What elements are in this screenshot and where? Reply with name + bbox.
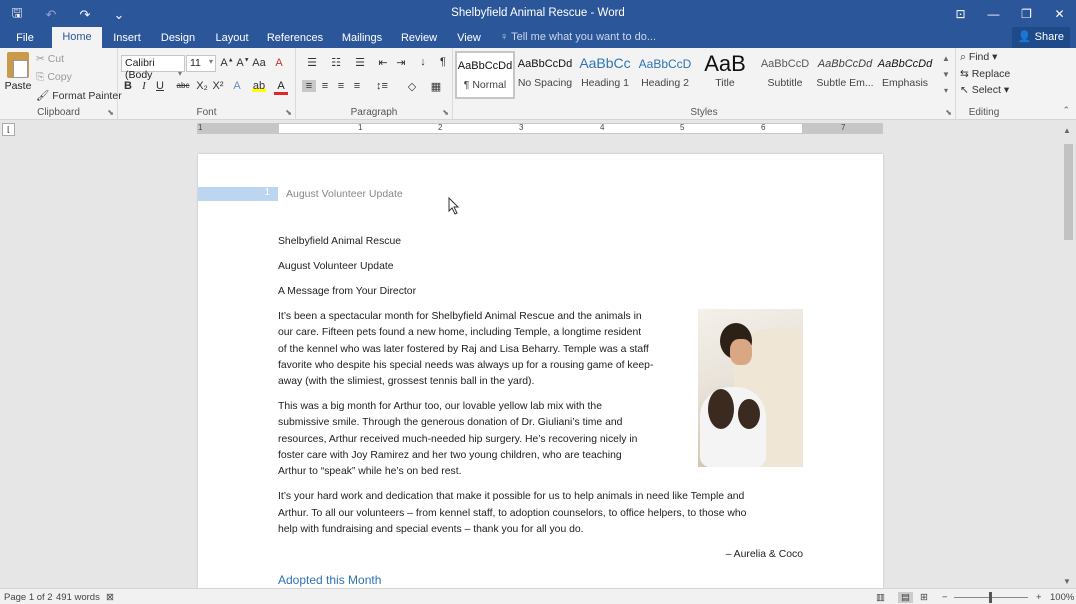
clear-formatting-icon[interactable]: A — [275, 57, 283, 69]
horizontal-ruler[interactable] — [197, 123, 883, 134]
window-controls — [944, 0, 1076, 27]
select-button[interactable]: ↖ Select ▾ — [960, 84, 1010, 96]
zoom-level[interactable]: 100% — [1050, 592, 1075, 603]
font-launcher-icon[interactable]: ⬊ — [285, 108, 292, 117]
ribbon — [0, 48, 1076, 120]
highlight-icon[interactable]: ab — [252, 80, 266, 92]
tell-me-box[interactable] — [500, 31, 656, 43]
style-name: ¶ Normal — [463, 79, 507, 91]
editing-group — [956, 48, 1012, 120]
text-effects-icon[interactable]: A — [233, 80, 241, 92]
style-name: Emphasis — [881, 77, 929, 89]
tab-home[interactable]: Home — [52, 27, 102, 48]
chevron-up-icon[interactable]: ▲ — [942, 54, 950, 63]
para1-line[interactable]: our care. Fifteen pets found a new home, including Temple, a longtime resident — [278, 327, 642, 338]
style-sample: AaBbCcD — [760, 58, 810, 70]
tab-insert[interactable]: Insert — [113, 32, 141, 44]
ruler-number: 1 — [358, 123, 363, 132]
find-label: Find — [968, 51, 990, 63]
ruler-number: 4 — [600, 123, 605, 132]
find-button[interactable]: ⌕ Find ▾ — [960, 51, 998, 63]
format-painter-button[interactable] — [36, 89, 122, 102]
style-heading-2[interactable] — [635, 51, 695, 99]
para3-line[interactable]: It’s your hard work and dedication that make it possible for us to help animals in need like Temple and — [278, 491, 745, 502]
grow-font-icon[interactable]: A▲ — [220, 57, 234, 69]
select-label: Select — [971, 84, 1001, 96]
ruler-number: 7 — [841, 123, 846, 132]
replace-button[interactable] — [960, 68, 1010, 80]
style-sample: AaBbCc — [579, 55, 631, 71]
adopted-heading[interactable]: Adopted this Month — [278, 573, 382, 587]
left-margin-zone — [198, 124, 279, 133]
copy-label: Copy — [47, 71, 72, 83]
strikethrough-button[interactable]: abc — [176, 81, 190, 90]
style-name: Title — [715, 77, 735, 89]
decrease-indent-icon[interactable]: ⇤ — [378, 57, 388, 69]
share-label: Share — [1034, 31, 1064, 43]
style-name: No Spacing — [517, 77, 573, 89]
read-mode-icon[interactable]: ▥ — [876, 592, 885, 603]
multilevel-list-icon[interactable]: ☰ — [355, 57, 365, 69]
change-case-icon[interactable]: Aa — [252, 57, 266, 69]
style-sample: AaBbCcDd — [817, 58, 873, 70]
paste-icon — [7, 52, 29, 78]
format-painter-label: Format Painter — [52, 90, 122, 102]
photo-dog-spot — [738, 399, 760, 429]
cut-button[interactable] — [36, 53, 64, 65]
customize-qat-icon[interactable]: ⌄ — [113, 7, 125, 22]
chevron-down-icon: ▾ — [208, 57, 213, 66]
scroll-down-icon[interactable]: ▼ — [1063, 577, 1071, 586]
para2-line[interactable]: resources, Arthur received much-needed hip surgery. He’s recovering nicely in — [278, 434, 638, 445]
shading-icon[interactable]: ◇ — [407, 81, 417, 93]
mouse-pointer-icon — [448, 197, 460, 215]
ruler-number: 1 — [198, 123, 203, 132]
para2-line[interactable]: This was a big month for Arthur too, our lovable yellow lab mix with the — [278, 401, 602, 412]
align-center-icon[interactable]: ≡ — [321, 80, 329, 92]
para1-line[interactable]: of the kennel who was later fostered by Raj and Lisa Beharry. Temple was a staff — [278, 344, 649, 355]
page-indicator[interactable]: Page 1 of 2 — [4, 592, 53, 603]
shrink-font-icon[interactable]: A▼ — [236, 57, 250, 69]
tab-review[interactable]: Review — [400, 32, 438, 44]
subscript-button[interactable]: X₂ — [196, 80, 208, 92]
style-no-spacing[interactable] — [515, 51, 575, 99]
chevron-down-icon[interactable]: ▼ — [942, 70, 950, 79]
vertical-scrollbar[interactable] — [1061, 126, 1076, 588]
tab-layout[interactable]: Layout — [215, 32, 249, 44]
style-name: Subtle Em... — [816, 77, 874, 89]
tab-design[interactable]: Design — [160, 32, 196, 44]
align-right-icon[interactable]: ≡ — [337, 80, 345, 92]
doc-line-org[interactable]: Shelbyfield Animal Rescue — [278, 236, 402, 247]
font-size-value: 11 — [190, 57, 201, 69]
header-page-band — [198, 187, 278, 201]
style-heading-1[interactable] — [575, 51, 635, 99]
ruler-number: 5 — [680, 123, 685, 132]
word-count[interactable]: 491 words — [56, 592, 100, 603]
style-sample: AaBbCcDd — [877, 58, 933, 70]
brush-icon: 🖌 — [36, 90, 53, 102]
para3-line[interactable]: help with fundraising and special events – thank you for all you do. — [278, 524, 584, 535]
signature[interactable]: – Aurelia & Coco — [725, 549, 803, 560]
zoom-slider-knob[interactable] — [989, 592, 992, 603]
cursor-icon: ↖ — [960, 84, 972, 96]
person-icon: 👤 — [1017, 31, 1035, 43]
style-title[interactable] — [695, 51, 755, 99]
styles-label: Styles — [690, 107, 718, 118]
header-page-number: 1 — [264, 187, 270, 198]
borders-icon[interactable]: ▦ — [430, 81, 442, 93]
superscript-button[interactable]: X² — [212, 80, 224, 92]
para1-line[interactable]: favorite who despite his special needs was always up for a rousing game of keep- — [278, 360, 654, 371]
para3-line[interactable]: Arthur. To all our volunteers – from kennel staff, to adoption counselors, to office helpers, to those who — [278, 508, 747, 519]
close-button[interactable]: ✕ — [1054, 6, 1065, 21]
copy-button[interactable] — [36, 71, 72, 84]
ruler-number: 2 — [438, 123, 443, 132]
web-layout-icon[interactable]: ⊞ — [920, 592, 928, 603]
italic-button[interactable]: I — [142, 80, 146, 92]
para1-line[interactable]: away (with the slimiest, grossest tennis ball in the yard). — [278, 376, 535, 387]
zoom-in-icon[interactable]: + — [1036, 592, 1042, 603]
style-emphasis[interactable] — [875, 51, 935, 99]
para2-line[interactable]: submissive smile. Through the generous donation of Dr. Giuliani’s time and — [278, 417, 623, 428]
font-color-icon[interactable]: A — [274, 80, 288, 95]
style-name: Heading 2 — [641, 77, 689, 89]
ribbon-tabs — [0, 27, 1076, 48]
scroll-thumb[interactable] — [1064, 144, 1073, 240]
document-page[interactable] — [198, 154, 883, 588]
font-group — [118, 48, 296, 120]
redo-icon[interactable]: ↷ — [79, 7, 91, 22]
cut-label: Cut — [47, 53, 65, 65]
replace-label: Replace — [971, 68, 1011, 80]
paragraph-launcher-icon[interactable]: ⬊ — [442, 108, 449, 117]
share-button[interactable] — [1012, 27, 1070, 48]
window-title: Shelbyfield Animal Rescue - Word — [451, 7, 625, 19]
clipboard-group — [0, 48, 122, 120]
sort-icon[interactable]: ↓ — [420, 56, 426, 68]
font-family-select[interactable] — [121, 55, 185, 81]
photo-dog-spot — [708, 389, 734, 429]
tab-selector[interactable]: ⌊ — [2, 123, 15, 136]
style-name: Subtitle — [767, 77, 803, 89]
zoom-out-icon[interactable]: − — [942, 592, 948, 603]
title-bar — [0, 0, 1076, 27]
style-normal[interactable] — [455, 51, 515, 99]
style-sample: AaBbCcDd — [457, 60, 513, 72]
style-sample: AaBbCcDd — [517, 58, 573, 70]
paragraph-label: Paragraph — [350, 107, 398, 118]
para2-line[interactable]: foster care with Joy Ramirez and her two young children, who are teaching — [278, 450, 622, 461]
copy-icon: ⎘ — [36, 71, 48, 83]
clipboard-launcher-icon[interactable]: ⬊ — [107, 108, 114, 117]
restore-button[interactable]: ❐ — [1021, 6, 1032, 21]
proofing-icon[interactable]: ⊠ — [106, 592, 114, 603]
justify-icon[interactable]: ≡ — [353, 80, 361, 92]
style-sample: AaB — [704, 51, 746, 76]
header-text[interactable]: August Volunteer Update — [286, 188, 403, 200]
chevron-down-icon: ▾ — [177, 69, 182, 78]
ribbon-display-options-icon[interactable]: ⊡ — [955, 6, 966, 21]
style-name: Heading 1 — [581, 77, 629, 89]
font-family-value: Calibri (Body — [125, 57, 155, 81]
line-spacing-icon[interactable]: ↕≡ — [376, 80, 388, 92]
tab-file[interactable]: File — [16, 32, 34, 44]
bold-button[interactable]: B — [124, 80, 132, 92]
underline-button[interactable]: U — [156, 80, 164, 92]
paste-button[interactable] — [4, 52, 32, 92]
font-size-select[interactable] — [186, 55, 216, 72]
undo-icon[interactable]: ↶ — [45, 7, 57, 22]
scroll-up-icon[interactable]: ▲ — [1063, 126, 1071, 135]
styles-launcher-icon[interactable]: ⬊ — [945, 108, 952, 117]
bullets-icon[interactable]: ☰ — [307, 57, 317, 69]
para2-line[interactable]: Arthur to “speak” while he’s on bed rest. — [278, 466, 462, 477]
print-layout-icon[interactable]: ▤ — [898, 592, 913, 603]
search-icon: ⌕ — [960, 51, 969, 63]
clipboard-label: Clipboard — [37, 107, 80, 118]
style-sample: AaBbCcD — [638, 57, 692, 71]
minimize-button[interactable]: — — [987, 6, 1000, 21]
editing-label: Editing — [968, 107, 1000, 118]
style-subtitle[interactable] — [755, 51, 815, 99]
styles-gallery — [455, 51, 955, 101]
ruler-number: 3 — [519, 123, 524, 132]
collapse-ribbon-icon[interactable]: ⌃ — [1062, 105, 1070, 115]
replace-icon: ⇆ — [960, 68, 972, 80]
tab-references[interactable]: References — [266, 32, 324, 44]
tell-me-placeholder: Tell me what you want to do... — [511, 31, 657, 43]
ruler-area — [0, 120, 1076, 138]
volunteer-with-dog-photo[interactable] — [698, 309, 803, 467]
paragraph-group — [296, 48, 453, 120]
lightbulb-icon: ♀ — [500, 31, 512, 43]
styles-gallery-scroll[interactable] — [940, 51, 952, 99]
doc-line-update[interactable]: August Volunteer Update — [278, 261, 394, 272]
increase-indent-icon[interactable]: ⇥ — [396, 57, 406, 69]
tab-view[interactable]: View — [457, 32, 481, 44]
numbering-icon[interactable]: ☷ — [331, 57, 341, 69]
more-styles-icon[interactable]: ▾ — [943, 86, 948, 95]
ruler-number: 6 — [761, 123, 766, 132]
tab-mailings[interactable]: Mailings — [341, 32, 383, 44]
save-icon[interactable]: 🖫 — [11, 5, 23, 20]
align-left-icon[interactable]: ≡ — [302, 80, 316, 92]
photo-face — [730, 339, 752, 365]
status-bar — [0, 588, 1076, 604]
scissors-icon: ✂ — [36, 53, 48, 65]
show-marks-icon[interactable]: ¶ — [440, 56, 446, 68]
para1-line[interactable]: It’s been a spectacular month for Shelbyfield Animal Rescue and the animals in — [278, 311, 642, 322]
style-subtle-emphasis[interactable] — [815, 51, 875, 99]
doc-line-message[interactable]: A Message from Your Director — [278, 286, 417, 297]
font-label: Font — [196, 107, 217, 118]
paste-label: Paste — [4, 80, 32, 92]
